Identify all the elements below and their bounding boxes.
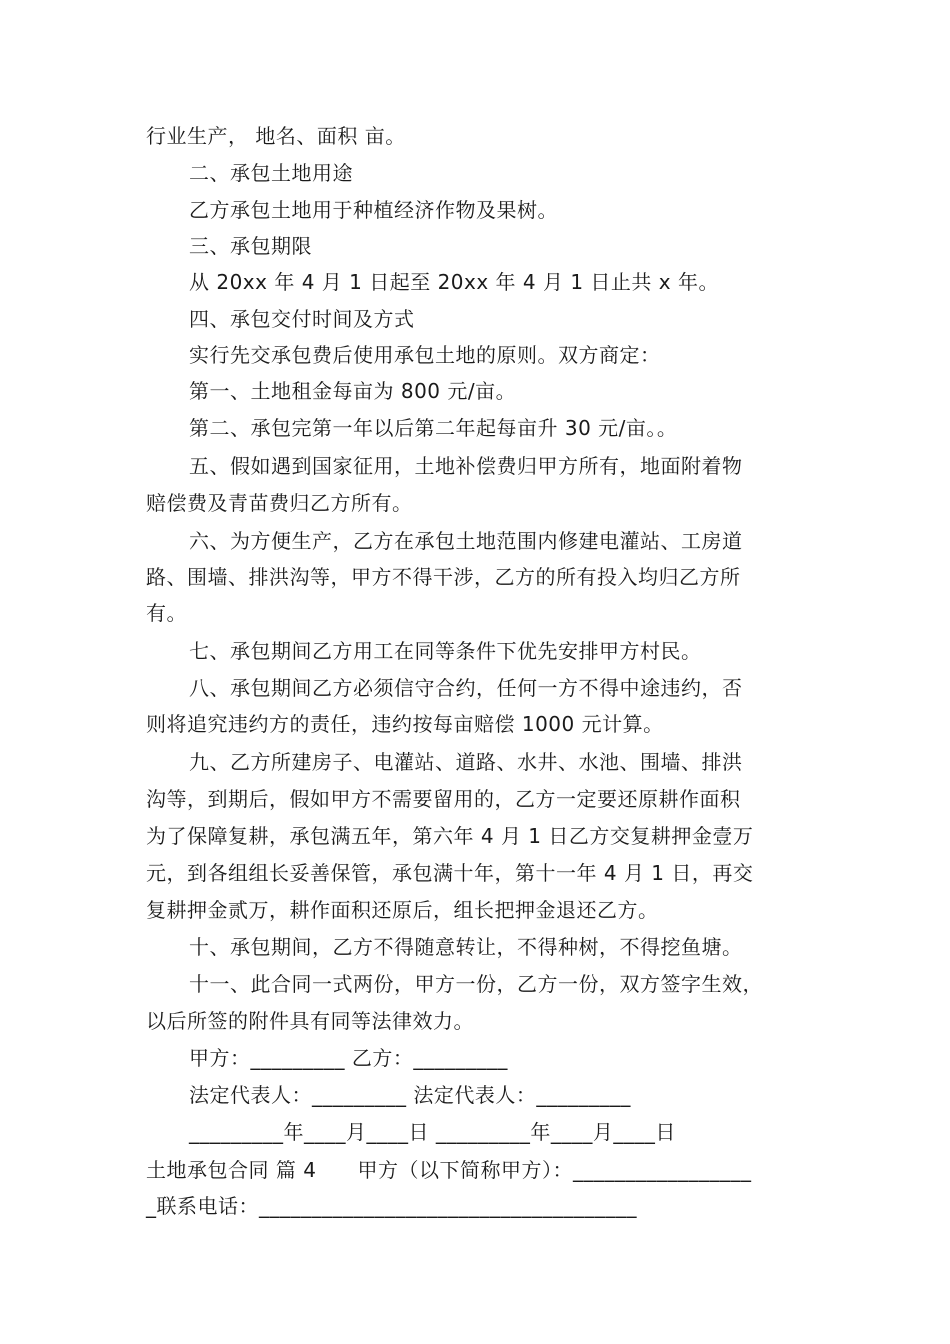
paragraph-line: 八、承包期间乙方必须信守合约，任何一方不得中途违约，否 bbox=[189, 676, 743, 700]
paragraph-line: 乙方承包土地用于种植经济作物及果树。 bbox=[189, 198, 558, 222]
paragraph-line: 行业生产， 地名、面积 亩。 bbox=[146, 124, 406, 148]
paragraph-line: 为了保障复耕，承包满五年，第六年 4 月 1 日乙方交复耕押金壹万 bbox=[146, 824, 754, 848]
paragraph-line: 实行先交承包费后使用承包土地的原则。双方商定： bbox=[189, 343, 661, 367]
section-heading: 三、承包期限 bbox=[189, 234, 312, 258]
paragraph-line: 六、为方便生产，乙方在承包土地范围内修建电灌站、工房道 bbox=[189, 529, 743, 553]
paragraph-line: 赔偿费及青苗费归乙方所有。 bbox=[146, 491, 413, 515]
paragraph-line: 第二、承包完第一年以后第二年起每亩升 30 元/亩。。 bbox=[189, 416, 678, 440]
paragraph-line: 五、假如遇到国家征用，土地补偿费归甲方所有，地面附着物 bbox=[189, 454, 743, 478]
signature-line: 甲方：_________ 乙方：_________ bbox=[189, 1046, 508, 1070]
paragraph-line: 沟等，到期后，假如甲方不需要留用的，乙方一定要还原耕作面积 bbox=[146, 787, 741, 811]
paragraph-line: 七、承包期间乙方用工在同等条件下优先安排甲方村民。 bbox=[189, 639, 702, 663]
paragraph-line: 十、承包期间，乙方不得随意转让，不得种树，不得挖鱼塘。 bbox=[189, 935, 743, 959]
paragraph-line: 十一、此合同一式两份，甲方一份，乙方一份，双方签字生效， bbox=[189, 972, 763, 996]
contract-heading-line: 土地承包合同 篇 4 甲方（以下简称甲方）：_________________ bbox=[146, 1158, 752, 1182]
paragraph-line: 以后所签的附件具有同等法律效力。 bbox=[146, 1009, 474, 1033]
paragraph-line: 九、乙方所建房子、电灌站、道路、水井、水池、围墙、排洪 bbox=[189, 750, 743, 774]
paragraph-line: 则将追究违约方的责任，违约按每亩赔偿 1000 元计算。 bbox=[146, 712, 664, 736]
paragraph-line: 从 20xx 年 4 月 1 日起至 20xx 年 4 月 1 日止共 x 年。 bbox=[189, 270, 719, 294]
section-heading: 二、承包土地用途 bbox=[189, 161, 353, 185]
paragraph-line: 元，到各组组长妥善保管，承包满十年，第十一年 4 月 1 日，再交 bbox=[146, 861, 754, 885]
paragraph-line: 第一、土地租金每亩为 800 元/亩。 bbox=[189, 379, 517, 403]
date-line: _________年____月____日 _________年____月____日 bbox=[189, 1120, 676, 1144]
paragraph-line: 复耕押金贰万，耕作面积还原后，组长把押金退还乙方。 bbox=[146, 898, 659, 922]
paragraph-line: 有。 bbox=[146, 601, 187, 625]
section-heading: 四、承包交付时间及方式 bbox=[189, 307, 415, 331]
paragraph-line: 路、围墙、排洪沟等，甲方不得干涉，乙方的所有投入均归乙方所 bbox=[146, 565, 741, 589]
contact-line: _联系电话：____________________________________ bbox=[146, 1194, 637, 1218]
signature-line: 法定代表人：_________ 法定代表人：_________ bbox=[189, 1083, 631, 1107]
